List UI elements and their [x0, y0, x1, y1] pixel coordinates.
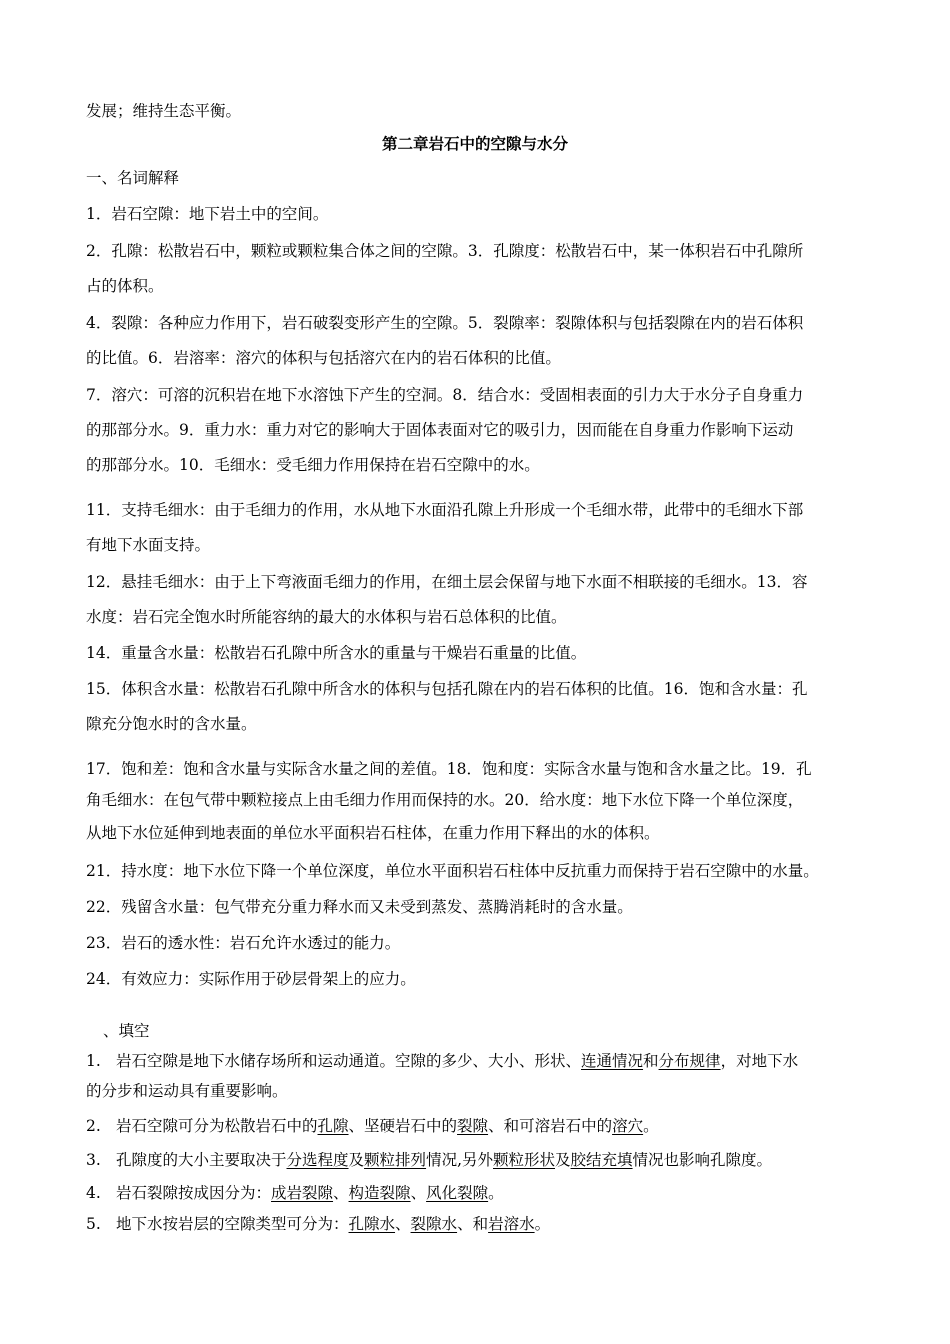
definition-line: 12．悬挂毛细水：由于上下弯液面毛细力的作用，在细土层会保留与地下水面不相联接的毛细水。13．容 [86, 573, 808, 591]
definition-line: 的那部分水。9．重力水：重力对它的影响大于固体表面对它的吸引力，因而能在自身重力作影响下运动 [86, 421, 794, 439]
definition-line: 4．裂隙：各种应力作用下，岩石破裂变形产生的空隙。5．裂隙率：裂隙体积与包括裂隙在内的岩石体积 [86, 314, 804, 332]
fill-item-5: 地下水按岩层的空隙类型可分为：孔隙水、裂隙水、和岩溶水。 [116, 1215, 551, 1233]
answer-blank: 孔隙水 [348, 1215, 396, 1233]
definition-line: 有地下水面支持。 [86, 536, 211, 554]
answer-blank: 孔隙 [317, 1117, 349, 1135]
answer-blank: 岩溶水 [488, 1215, 535, 1233]
answer-blank: 分布规律 [658, 1052, 721, 1070]
definition-line: 的那部分水。10．毛细水：受毛细力作用保持在岩石空隙中的水。 [86, 456, 540, 474]
answer-blank: 连通情况 [581, 1052, 644, 1070]
fill-item-1-cont: 的分步和运动具有重要影响。 [86, 1082, 288, 1100]
answer-blank: 成岩裂隙 [271, 1184, 334, 1202]
definition-line: 14．重量含水量：松散岩石孔隙中所含水的重量与干燥岩石重量的比值。 [86, 644, 587, 662]
definition-line: 15．体积含水量：松散岩石孔隙中所含水的体积与包括孔隙在内的岩石体积的比值。16．饱和含水量：孔 [86, 680, 808, 698]
answer-blank: 溶穴 [612, 1117, 644, 1135]
fill-item-2: 岩石空隙可分为松散岩石中的孔隙、坚硬岩石中的裂隙、和可溶岩石中的溶穴。 [116, 1117, 659, 1135]
answer-blank: 风化裂隙 [426, 1184, 489, 1202]
definition-line: 11．支持毛细水：由于毛细力的作用，水从地下水面沿孔隙上升形成一个毛细水带，此带中的毛细水下部 [86, 501, 804, 519]
chapter-title: 第二章岩石中的空隙与水分 [381, 134, 568, 153]
definition-line: 23．岩石的透水性：岩石允许水透过的能力。 [86, 934, 401, 952]
definition-line: 角毛细水：在包气带中颗粒接点上由毛细力作用而保持的水。20．给水度：地下水位下降一个单位深度， [86, 791, 804, 809]
definition-line: 水度：岩石完全饱水时所能容纳的最大的水体积与岩石总体积的比值。 [86, 608, 567, 626]
answer-blank: 裂隙 [457, 1117, 489, 1135]
definition-line: 7．溶穴：可溶的沉积岩在地下水溶蚀下产生的空洞。8．结合水：受固相表面的引力大于水分子自身重力 [86, 386, 804, 404]
definition-line: 占的体积。 [86, 277, 164, 295]
section-title-fill: 、填空 [103, 1022, 150, 1040]
definition-line: 从地下水位延伸到地表面的单位水平面积岩石柱体，在重力作用下释出的水的体积。 [86, 824, 660, 842]
answer-blank: 颗粒形状 [493, 1151, 556, 1169]
fill-item-3: 孔隙度的大小主要取决于分选程度及颗粒排列情况,另外颗粒形状及胶结充填情况也影响孔隙度。 [116, 1151, 773, 1169]
definition-line: 的比值。6．岩溶率：溶穴的体积与包括溶穴在内的岩石体积的比值。 [86, 349, 561, 367]
intro-tail: 发展；维持生态平衡。 [86, 102, 242, 120]
definition-line: 22．残留含水量：包气带充分重力释水而又未受到蒸发、蒸腾消耗时的含水量。 [86, 898, 633, 916]
answer-blank: 裂隙水 [410, 1215, 458, 1233]
section-title-definitions: 一、名词解释 [86, 169, 180, 187]
answer-blank: 颗粒排列 [364, 1151, 427, 1169]
definition-line: 2．孔隙：松散岩石中，颗粒或颗粒集合体之间的空隙。3．孔隙度：松散岩石中，某一体积岩石中孔隙所 [86, 242, 804, 260]
answer-blank: 分选程度 [286, 1151, 349, 1169]
definition-line: 17．饱和差：饱和含水量与实际含水量之间的差值。18．饱和度：实际含水量与饱和含水量之比。19．孔 [86, 760, 812, 778]
answer-blank: 胶结充填 [570, 1151, 633, 1169]
definition-line: 隙充分饱水时的含水量。 [86, 715, 257, 733]
fill-item-1: 岩石空隙是地下水储存场所和运动通道。空隙的多少、大小、形状、连通情况和分布规律，对地下水 [116, 1052, 799, 1070]
definition-line: 24．有效应力：实际作用于砂层骨架上的应力。 [86, 970, 416, 988]
fill-number: 1. [86, 1052, 101, 1070]
fill-number: 4. [86, 1184, 101, 1202]
fill-number: 3. [86, 1151, 101, 1169]
fill-item-4: 岩石裂隙按成因分为：成岩裂隙、构造裂隙、风化裂隙。 [116, 1184, 504, 1202]
fill-number: 2. [86, 1117, 101, 1135]
fill-number: 5. [86, 1215, 101, 1233]
answer-blank: 构造裂隙 [348, 1184, 411, 1202]
definition-line: 1．岩石空隙：地下岩土中的空间。 [86, 205, 329, 223]
definition-line: 21．持水度：地下水位下降一个单位深度，单位水平面积岩石柱体中反抗重力而保持于岩石空隙中的水量。 [86, 862, 819, 880]
